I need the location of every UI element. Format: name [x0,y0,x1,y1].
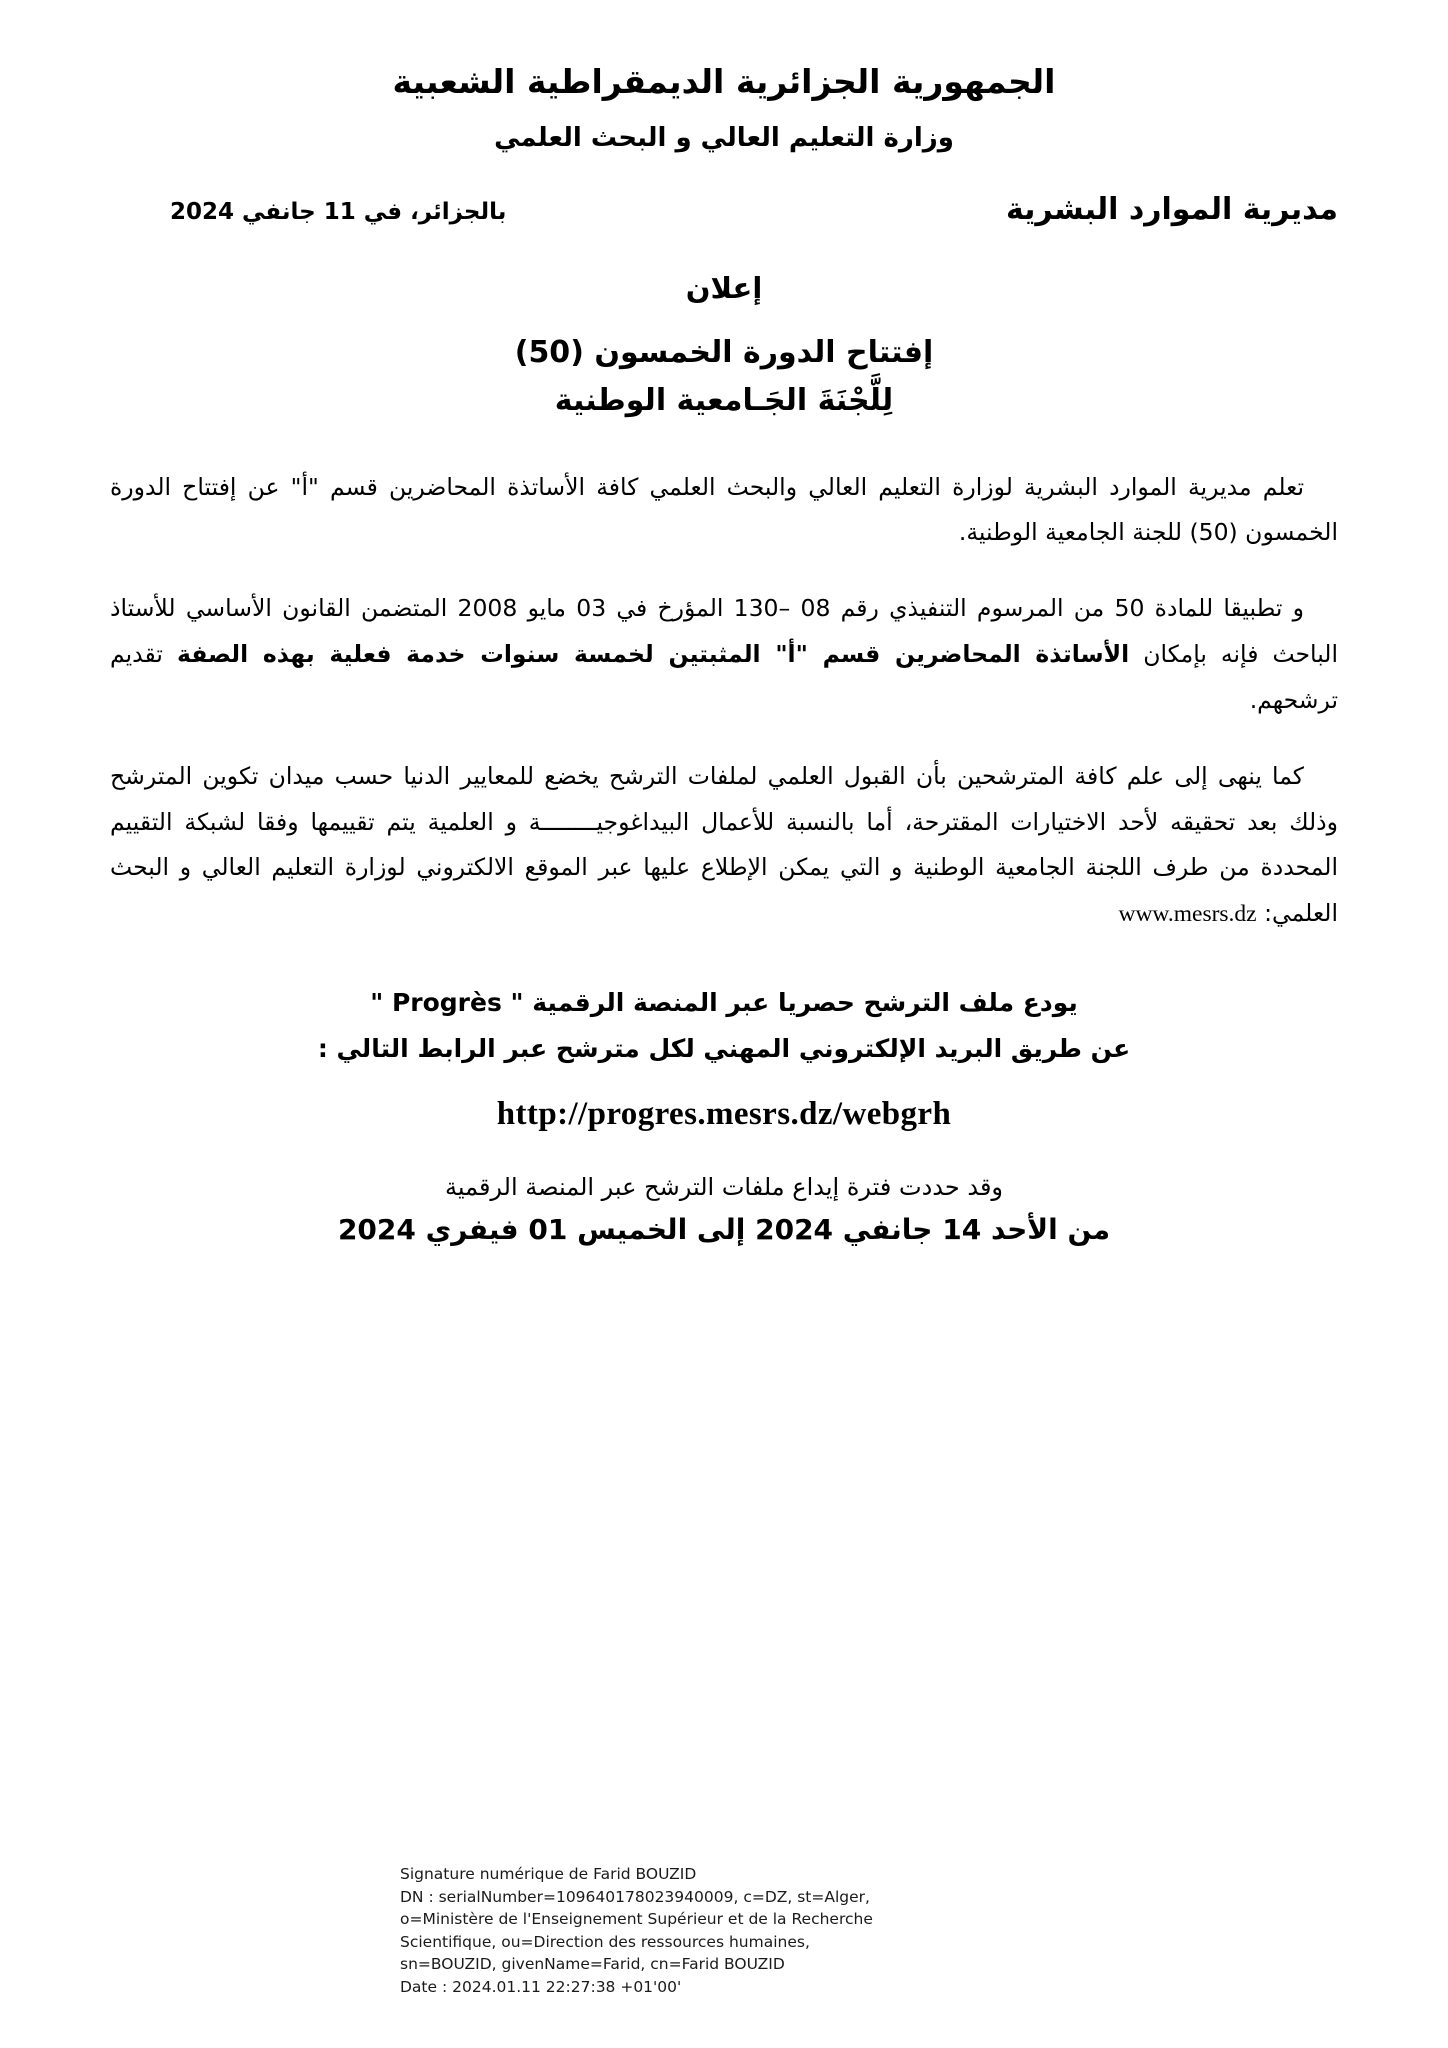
directorate-row [110,192,1338,227]
deposit-line-1: يودع ملف الترشح حصريا عبر المنصة الرقمية " Progrès " [370,987,1078,1017]
application-portal-link[interactable]: http://progres.mesrs.dz/webgrh [496,1096,952,1133]
signature-line-2: DN : serialNumber=109640178023940009, c=DZ, st=Alger, [400,1887,870,1906]
digital-signature-block [400,1863,873,1998]
signature-line-1: Signature numérique de Farid BOUZID [400,1865,697,1884]
period-dates: من الأحد 14 جانفي 2024 إلى الخميس 01 فيفري 2024 [337,1213,1111,1247]
period-note: وقد حددت فترة إيداع ملفات الترشح عبر المنصة الرقمية [444,1173,1004,1202]
signature-line-4: Scientifique, ou=Direction des ressources humaines, [400,1932,810,1951]
deposit-line-2: عن طريق البريد الإلكتروني المهني لكل مترشح عبر الرابط التالي : [317,1034,1131,1064]
announcement-label: إعلان [685,270,763,305]
republic-heading: الجمهورية الجزائرية الديمقراطية الشعبية [392,62,1056,101]
place-and-date: بالجزائر، في 11 جانفي 2024 [170,198,507,225]
paragraph-2-text-a: و تطبيقا للمادة 50 من المرسوم التنفيذي رقم 08 –130 المؤرخ في 03 مايو 2008 المتضمن القانون الأساسي للأستاذ الباحث فإنه بإمكان [110,594,1338,669]
paragraph-1 [110,465,1338,557]
ministry-website-link[interactable]: www.mesrs.dz [1118,901,1257,928]
session-title-line1: إفتتاح الدورة الخمسون (50) [514,334,934,370]
signature-line-6: Date : 2024.01.11 22:27:38 +01'00' [400,1977,682,1996]
directorate-title: مديرية الموارد البشرية [1005,191,1338,227]
paragraph-2-text-bold: الأساتذة المحاضرين قسم "أ" المثبتين لخمسة سنوات خدمة فعلية بهذه الصفة [176,640,1130,669]
paragraph-3-text: كما ينهى إلى علم كافة المترشحين بأن القبول العلمي لملفات الترشح يخضع للمعايير الدنيا حسب ميدان تكوين المترشح وذلك بعد تحقيقه لأحد الاختيارات المقترحة، أما بالنسبة للأعمال البيداغوجيــــــــة و العلمية يتم تقييمها وفقا لشبكة التقييم المحددة من طرف اللجنة الجامعية الوطنية و التي يمكن الإطلاع عليها عبر الموقع الالكتروني لوزارة التعليم العالي و البحث العلمي: [110,761,1338,928]
session-title [110,329,1338,425]
ministry-heading: وزارة التعليم العالي و البحث العلمي [494,122,954,153]
deposit-instructions [110,980,1338,1073]
paragraph-2 [110,586,1338,723]
session-title-line2: لِلَّجْنَةَ الجَـامعية الوطنية [554,382,894,418]
paragraph-1-text: تعلم مديرية الموارد البشرية لوزارة التعليم العالي والبحث العلمي كافة الأساتذة المحاضرين قسم "أ" عن إفتتاح الدورة الخمسون (50) للجنة الجامعية الوطنية. [110,472,1338,547]
signature-line-3: o=Ministère de l'Enseignement Supérieur et de la Recherche [400,1910,873,1929]
signature-line-5: sn=BOUZID, givenName=Farid, cn=Farid BOUZID [400,1955,785,1974]
paragraph-3 [110,754,1338,938]
paragraph-2-text-b: تقديم ترشحهم. [110,640,1338,714]
